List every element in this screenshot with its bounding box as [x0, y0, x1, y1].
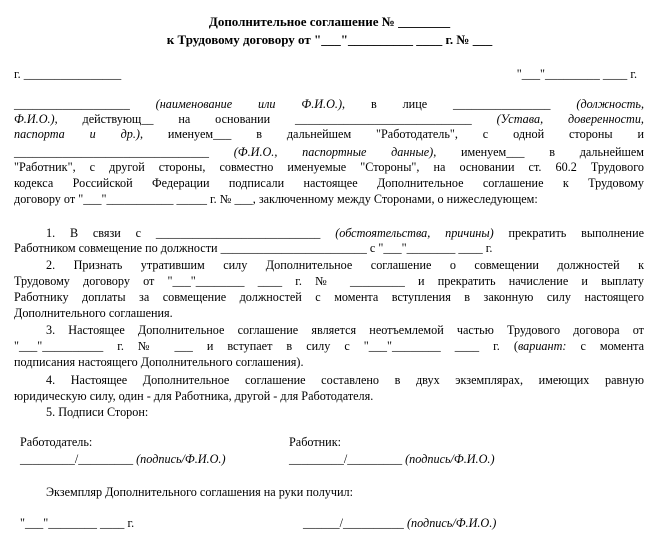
preamble-line-5: "Работник", с другой стороны, совместно именуемые "Стороны", на основании ст. 60.2 Трудового: [14, 160, 644, 174]
employee-signature-line: _________/_________ (подпись/Ф.И.О.): [289, 452, 495, 466]
document-title: Дополнительное соглашение № ________: [208, 14, 451, 29]
place-field: г. ________________: [14, 67, 122, 81]
received-date: "___"________ ____ г.: [20, 516, 135, 530]
employer-signature-line: _________/_________ (подпись/Ф.И.О.): [20, 452, 226, 466]
preamble-line-7: договору от "___"___________ _____ г. № ___, заключенному между Сторонами, о нижеследующем:: [14, 192, 538, 206]
date-field: "___"_________ ____ г.: [516, 67, 637, 81]
preamble-line-4: ________________________________ (Ф.И.О., паспортные данные), именуем___ в дальнейшем: [14, 145, 645, 159]
item-3-line-1: 3. Настоящее Дополнительное соглашение является неотъемлемой частью Трудового договора от: [46, 323, 644, 337]
item-4-line-2: юридическую силу, один - для Работника, другой - для Работодателя.: [14, 389, 374, 403]
item-4-line-1: 4. Настоящее Дополнительное соглашение составлено в двух экземплярах, имеющих равную: [46, 373, 644, 387]
received-signature-line: ______/__________ (подпись/Ф.И.О.): [303, 516, 497, 530]
received-copy-note: Экземпляр Дополнительного соглашения на руки получил:: [46, 485, 354, 499]
preamble-line-3: паспорта и др.), именуем___ в дальнейшем "Работодатель", с одной стороны и: [14, 127, 644, 141]
employer-label: Работодатель:: [20, 435, 93, 449]
item-2-line-1: 2. Признать утратившим силу Дополнительное соглашение о совмещении должностей к: [46, 258, 644, 272]
item-2-line-3: Работнику доплаты за совмещение должностей с момента вступления в законную силу настоящего: [14, 290, 644, 304]
preamble-line-1: ___________________ (наименование или Ф.И.О.), в лице ________________ (должность,: [14, 97, 644, 111]
item-2-line-4: Дополнительного соглашения.: [14, 306, 173, 320]
item-1-line-2: Работником совмещение по должности ________________________ с "___"________ ____ г.: [14, 241, 493, 255]
item-2-line-2: Трудовому договору от "___"________ ____ г. № _________ и прекратить начисление и выплату: [14, 274, 644, 288]
preamble-line-2: Ф.И.О.), действующ__ на основании _____________________________ (Устава, доверенности,: [14, 112, 644, 126]
preamble-line-6: кодекса Российской Федерации подписали настоящее Дополнительное соглашение к Трудовому: [14, 176, 644, 190]
item-3-line-2: "___"__________ г. № ___ и вступает в силу с "___"________ ____ г. (вариант: с момента: [14, 339, 644, 353]
item-1-line-1: 1. В связи с ___________________________ (обстоятельства, причины) прекратить выполнение: [46, 226, 645, 240]
item-3-line-3: подписания настоящего Дополнительного соглашения).: [14, 355, 304, 369]
item-5-line: 5. Подписи Сторон:: [46, 405, 149, 419]
employee-label: Работник:: [289, 435, 341, 449]
document-subtitle: к Трудовому договору от "___"__________ ____ г. № ___: [166, 32, 493, 47]
